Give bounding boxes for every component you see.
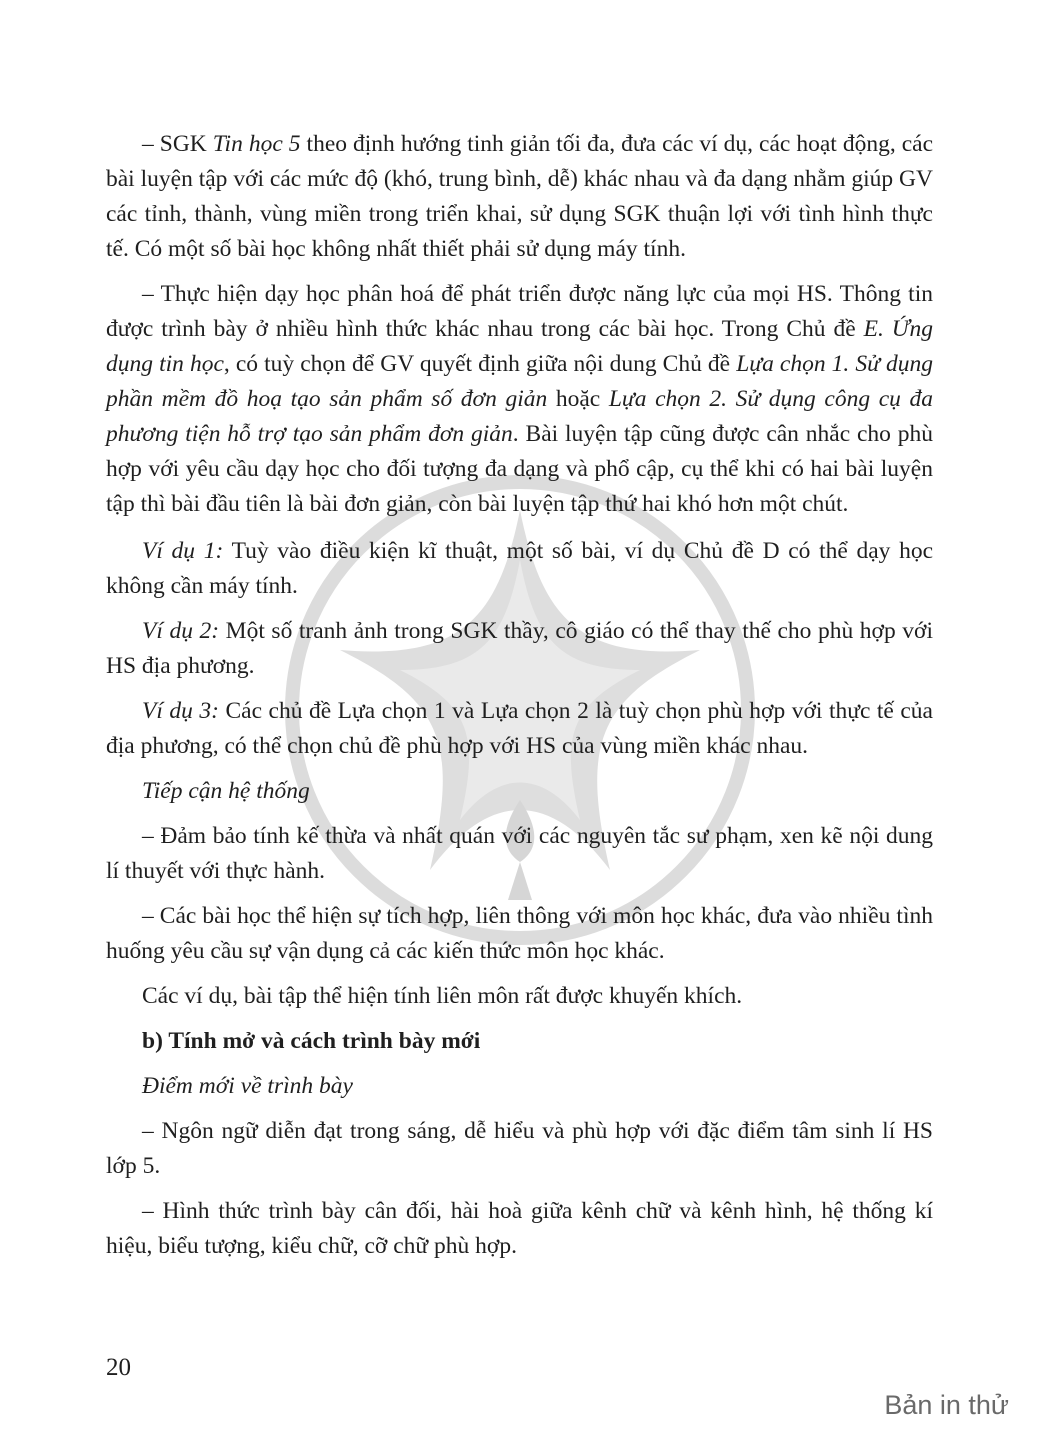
paragraph-4: – Các bài học thể hiện sự tích hợp, liên thông với môn học khác, đưa vào nhiều tình huống yêu cầu sự vận dụng cả các kiến thức môn học khác. — [106, 903, 933, 964]
draft-label: Bản in thử — [884, 1390, 1009, 1420]
page-number: 20 — [106, 1354, 131, 1381]
paragraph-3: – Đảm bảo tính kế thừa và nhất quán với các nguyên tắc sư phạm, xen kẽ nội dung lí thuyết với thực hành. — [106, 823, 933, 884]
example-1: Ví dụ 1: Tuỳ vào điều kiện kĩ thuật, một số bài, ví dụ Chủ đề D có thể dạy học không cần máy tính. — [106, 538, 933, 599]
body-text — [106, 127, 933, 1274]
paragraph-2: – Thực hiện dạy học phân hoá để phát triển được năng lực của mọi HS. Thông tin được trình bày ở nhiều hình thức khác nhau trong các bài học. Trong Chủ đề E. Ứng dụng tin học, có tuỳ chọn để GV quyết định giữa nội dung Chủ đề Lựa chọn 1. Sử dụng phần mềm đồ hoạ tạo sản phẩm số đơn giản hoặc Lựa chọn 2. Sử dụng công cụ đa phương tiện hỗ trợ tạo sản phẩm đơn giản. Bài luyện tập cũng được cân nhắc cho phù hợp với yêu cầu dạy học cho đối tượng đa dạng và phổ cập, cụ thể khi có hai bài luyện tập thì bài đầu tiên là bài đơn giản, còn bài luyện tập thứ hai khó hơn một chút. — [106, 281, 934, 517]
paragraph-5: Các ví dụ, bài tập thể hiện tính liên môn rất được khuyến khích. — [142, 983, 743, 1009]
section-heading-b: b) Tính mở và cách trình bày mới — [142, 1028, 481, 1054]
example-3: Ví dụ 3: Các chủ đề Lựa chọn 1 và Lựa chọn 2 là tuỳ chọn phù hợp với thực tế của địa phương, có thể chọn chủ đề phù hợp với HS của vùng miền khác nhau. — [106, 698, 933, 759]
example-2: Ví dụ 2: Một số tranh ảnh trong SGK thầy, cô giáo có thể thay thế cho phù hợp với HS địa phương. — [106, 618, 933, 679]
paragraph-1: – SGK Tin học 5 theo định hướng tinh giản tối đa, đưa các ví dụ, các hoạt động, các bài luyện tập với các mức độ (khó, trung bình, dễ) khác nhau và đa dạng nhằm giúp GV các tỉnh, thành, vùng miền trong triển khai, sử dụng SGK thuận lợi với tình hình thực tế. Có một số bài học không nhất thiết phải sử dụng máy tính. — [106, 131, 933, 262]
subheading-presentation: Điểm mới về trình bày — [142, 1073, 353, 1099]
paragraph-6: – Ngôn ngữ diễn đạt trong sáng, dễ hiểu và phù hợp với đặc điểm tâm sinh lí HS lớp 5. — [106, 1118, 933, 1179]
paragraph-7: – Hình thức trình bày cân đối, hài hoà giữa kênh chữ và kênh hình, hệ thống kí hiệu, biểu tượng, kiểu chữ, cỡ chữ phù hợp. — [106, 1198, 933, 1259]
subheading-system-approach: Tiếp cận hệ thống — [142, 778, 310, 804]
